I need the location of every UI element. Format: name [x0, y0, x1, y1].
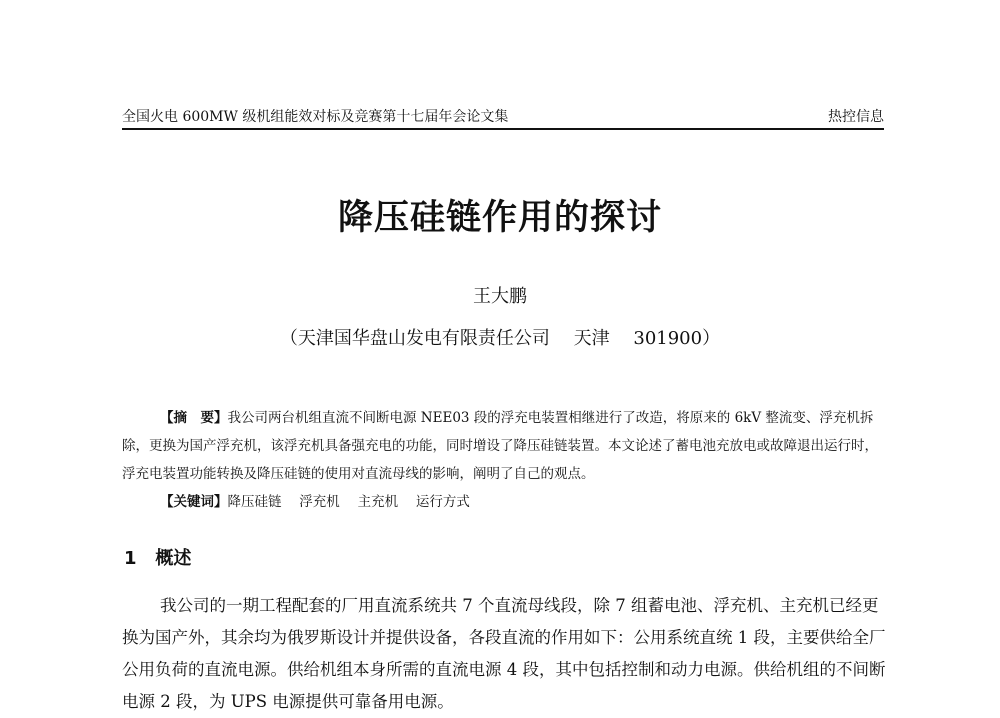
section-category: 热控信息 — [828, 109, 884, 125]
abstract-label: 【摘 要】 — [160, 410, 228, 426]
author-affiliation: （天津国华盘山发电有限责任公司 天津 301900） — [279, 328, 721, 349]
author-name: 王大鹏 — [473, 286, 527, 307]
section-heading — [124, 544, 191, 570]
keywords-text: 降压硅链 浮充机 主充机 运行方式 — [227, 494, 470, 510]
keywords-label: 【关键词】 — [160, 494, 228, 510]
proceedings-title: 全国火电 600MW 级机组能效对标及竞赛第十七届年会论文集 — [122, 109, 509, 125]
section-number: 1 — [124, 548, 137, 569]
keywords — [160, 488, 470, 516]
section-paragraph: 我公司的一期工程配套的厂用直流系统共 7 个直流母线段，除 7 组蓄电池、浮充机、主充机已经更换为国产外，其余均为俄罗斯设计并提供设备，各段直流的作用如下：公用系统直统 1 段，主要供给全厂公用负荷的直流电源。供给机组本身所需的直流电源 4 段，其中包括控制和动力电源。供给机组的不间断电源 2 段，为 UPS 电源提供可靠备用电源。 — [122, 596, 886, 711]
running-header — [122, 106, 884, 130]
section-title: 概述 — [155, 548, 192, 569]
abstract-text: 我公司两台机组直流不间断电源 NEE03 段的浮充电装置相继进行了改造，将原来的 6kV 整流变、浮充机拆除，更换为国产浮充机，该浮充机具备强充电的功能，同时增设了降压硅链装置。本文论述了蓄电池充放电或故障退出运行时，浮充电装置功能转换及降压硅链的使用对直流母线的影响，阐明了自己的观点。 — [122, 410, 878, 482]
paper-title: 降压硅链作用的探讨 — [337, 198, 662, 238]
abstract — [122, 404, 886, 488]
